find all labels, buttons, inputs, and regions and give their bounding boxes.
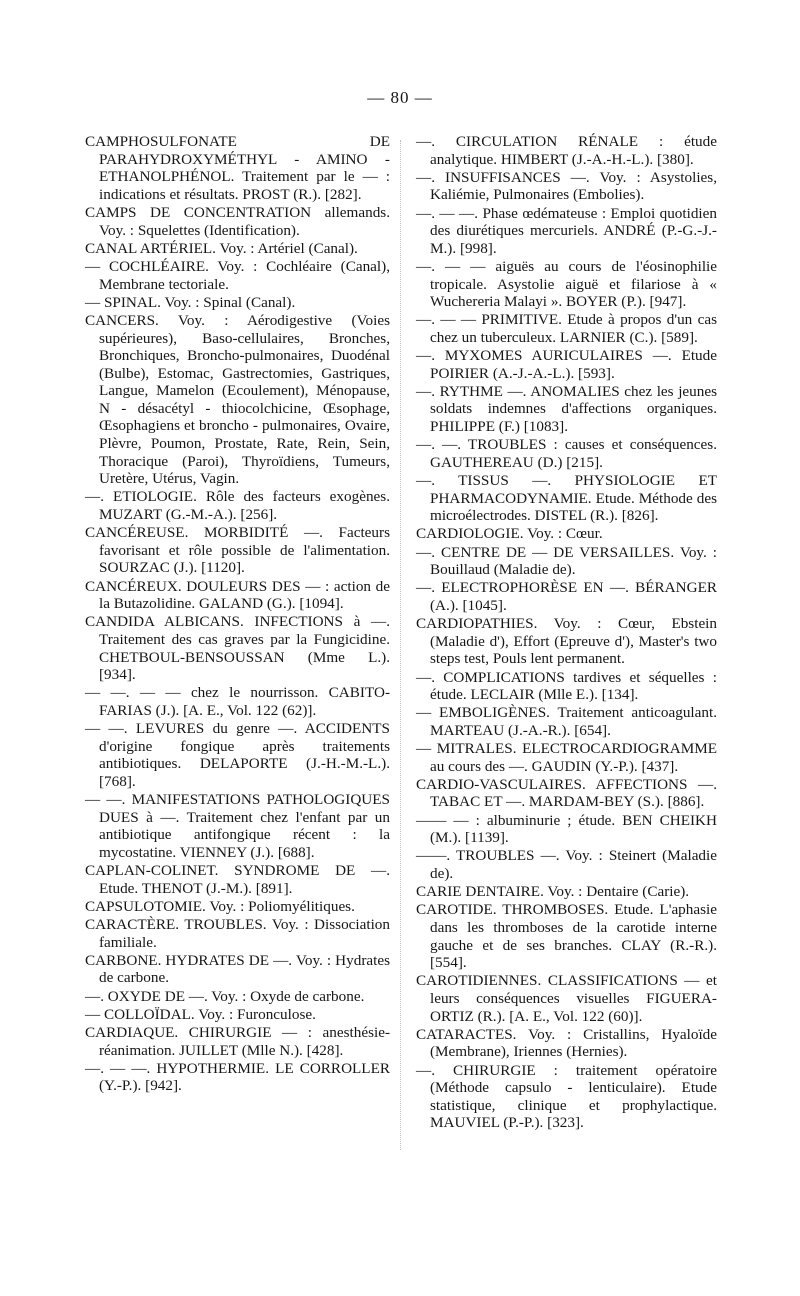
page-number: — 80 — — [367, 88, 433, 107]
index-entry: —. CHIRURGIE : traitement opératoire (Méthode capsulo - lenticulaire). Etude statistique, clinique et prophylactique. MAUVIEL (P.-P.). [323]. — [416, 1061, 717, 1132]
index-entry: — COLLOÏDAL. Voy. : Furonculose. — [85, 1005, 316, 1023]
index-entry: —. CENTRE DE — DE VERSAILLES. Voy. : Bouillaud (Maladie de). — [416, 543, 717, 579]
index-entry: —. INSUFFISANCES —. Voy. : Asystolies, Kaliémie, Pulmonaires (Embolies). — [416, 168, 717, 204]
index-entry: —. ETIOLOGIE. Rôle des facteurs exogènes. MUZART (G.-M.-A.). [256]. — [85, 488, 390, 524]
index-entry: —. — —. Phase œdémateuse : Emploi quotidien des diurétiques mercuriels. ANDRÉ (P.-G.-J.-M.). [998]. — [416, 204, 717, 257]
right-column — [416, 133, 717, 1133]
index-entry: —. MYXOMES AURICULAIRES —. Etude POIRIER (A.-J.-A.-L.). [593]. — [416, 347, 717, 382]
index-entry: —— — : albuminurie ; étude. BEN CHEIKH (M.). [1139]. — [416, 811, 717, 847]
index-entry: CATARACTES. Voy. : Cristallins, Hyaloïde (Membrane), Iriennes (Hernies). — [416, 1025, 717, 1061]
index-entry: CANAL ARTÉRIEL. Voy. : Artériel (Canal). — [85, 239, 358, 257]
left-column — [85, 133, 390, 1096]
index-entry: CAROTIDIENNES. CLASSIFICATIONS — et leurs conséquences visuelles FIGUERA-ORTIZ (R.). [A. E., Vol. 122 (60)]. — [416, 972, 717, 1025]
index-entry: CANDIDA ALBICANS. INFECTIONS à —. Traitement des cas graves par la Fungicidine. CHETBOUL-BENSOUSSAN (Mme L.). [934]. — [85, 613, 390, 684]
index-entry: CAMPS DE CONCENTRATION allemands. Voy. : Squelettes (Identification). — [85, 203, 390, 239]
index-entry: —. TISSUS —. PHYSIOLOGIE ET PHARMACODYNAMIE. Etude. Méthode des microélectrodes. DISTEL (R.). [826]. — [416, 472, 717, 525]
index-entry: —. ELECTROPHORÈSE EN —. BÉRANGER (A.). [1045]. — [416, 579, 717, 614]
index-entry: CARBONE. HYDRATES DE —. Voy. : Hydrates de carbone. — [85, 951, 390, 987]
index-entry: CANCERS. Voy. : Aérodigestive (Voies supérieures), Baso-cellulaires, Bronches, Bronchiques, Broncho-pulmonaires, Duodénal (Bulbe), Estomac, Gastrectomies, Gastriques, Langue, Mamelon (Ecoulement), Ménopause, N - désacétyl - thiocolchicine, Œsophage, Œsophagiens et broncho - pulmonaires, Ovaire, Plèvre, Poumon, Prostate, Rate, Rein, Sein, Thoracique (Paroi), Thyroïdiens, Tumeurs, Uretère, Utérus, Vagin. — [85, 311, 390, 488]
index-entry: — EMBOLIGÈNES. Traitement anticoagulant. MARTEAU (J.-A.-R.). [654]. — [416, 704, 717, 739]
index-entry: CARACTÈRE. TROUBLES. Voy. : Dissociation familiale. — [85, 916, 390, 951]
index-entry: CANCÉREUSE. MORBIDITÉ —. Facteurs favorisant et rôle possible de l'alimentation. SOURZAC (J.). [1120]. — [85, 524, 390, 577]
index-entry: —. CIRCULATION RÉNALE : étude analytique. HIMBERT (J.-A.-H.-L.). [380]. — [416, 133, 717, 168]
index-entry: CAMPHOSULFONATE DE PARAHYDROXYMÉTHYL - AMINO - ETHANOLPHÉNOL. Traitement par le — : indications et résultats. PROST (R.). [282]. — [85, 133, 390, 203]
index-entry: CARDIOLOGIE. Voy. : Cœur. — [416, 525, 603, 543]
index-entry: CANCÉREUX. DOULEURS DES — : action de la Butazolidine. GALAND (G.). [1094]. — [85, 577, 390, 613]
index-entry: —. RYTHME —. ANOMALIES chez les jeunes soldats indemnes d'affections organiques. PHILIPPE (F.) [1083]. — [416, 382, 717, 436]
index-entry: CAPSULOTOMIE. Voy. : Poliomyélitiques. — [85, 897, 355, 915]
index-entry: CARIE DENTAIRE. Voy. : Dentaire (Carie). — [416, 883, 690, 901]
index-entry: —. —. TROUBLES : causes et conséquences. GAUTHEREAU (D.) [215]. — [416, 436, 717, 471]
index-entry: — MITRALES. ELECTROCARDIOGRAMME au cours des —. GAUDIN (Y.-P.). [437]. — [416, 740, 717, 775]
index-entry: —. COMPLICATIONS tardives et séquelles : étude. LECLAIR (Mlle E.). [134]. — [416, 668, 717, 704]
index-entry: CARDIAQUE. CHIRURGIE — : anesthésie-réanimation. JUILLET (Mlle N.). [428]. — [85, 1023, 390, 1059]
index-entry: — COCHLÉAIRE. Voy. : Cochléaire (Canal), Membrane tectoriale. — [85, 257, 390, 293]
index-entry: —. OXYDE DE —. Voy. : Oxyde de carbone. — [85, 987, 365, 1005]
index-entry: — —. MANIFESTATIONS PATHOLOGIQUES DUES à —. Traitement chez l'enfant par un antibiotique antifongique récent : la mycostatine. VIENNEY (J.). [688]. — [85, 791, 390, 861]
index-entry: — —. — — chez le nourrisson. CABITO-FARIAS (J.). [A. E., Vol. 122 (62)]. — [85, 684, 390, 719]
index-entry: CARDIO-VASCULAIRES. AFFECTIONS —. TABAC ET —. MARDAM-BEY (S.). [886]. — [416, 775, 717, 811]
index-entry: ——. TROUBLES —. Voy. : Steinert (Maladie de). — [416, 847, 717, 883]
index-entry: CAROTIDE. THROMBOSES. Etude. L'aphasie dans les thromboses de la carotide interne gauche et de ses branches. CLAY (R.-R.). [554]. — [416, 901, 717, 972]
index-entry: CAPLAN-COLINET. SYNDROME DE —. Etude. THENOT (J.-M.). [891]. — [85, 862, 390, 897]
column-divider — [400, 140, 401, 1150]
index-entry: CARDIOPATHIES. Voy. : Cœur, Ebstein (Maladie d'), Effort (Epreuve d'), Master's two steps test, Pouls lent permanent. — [416, 615, 717, 668]
index-entry: —. — —. HYPOTHERMIE. LE CORROLLER (Y.-P.). [942]. — [85, 1059, 390, 1095]
index-entry: — SPINAL. Voy. : Spinal (Canal). — [85, 293, 296, 311]
index-entry: —. — — aiguës au cours de l'éosinophilie tropicale. Asystolie aiguë et filariose à « Wuchereria Malayi ». BOYER (P.). [947]. — [416, 257, 717, 311]
index-entry: — —. LEVURES du genre —. ACCIDENTS d'origine fongique après traitements antibiotiques. DELAPORTE (J.-H.-M.-L.). [768]. — [85, 720, 390, 790]
index-entry: —. — — PRIMITIVE. Etude à propos d'un cas chez un tuberculeux. LARNIER (C.). [589]. — [416, 311, 717, 346]
